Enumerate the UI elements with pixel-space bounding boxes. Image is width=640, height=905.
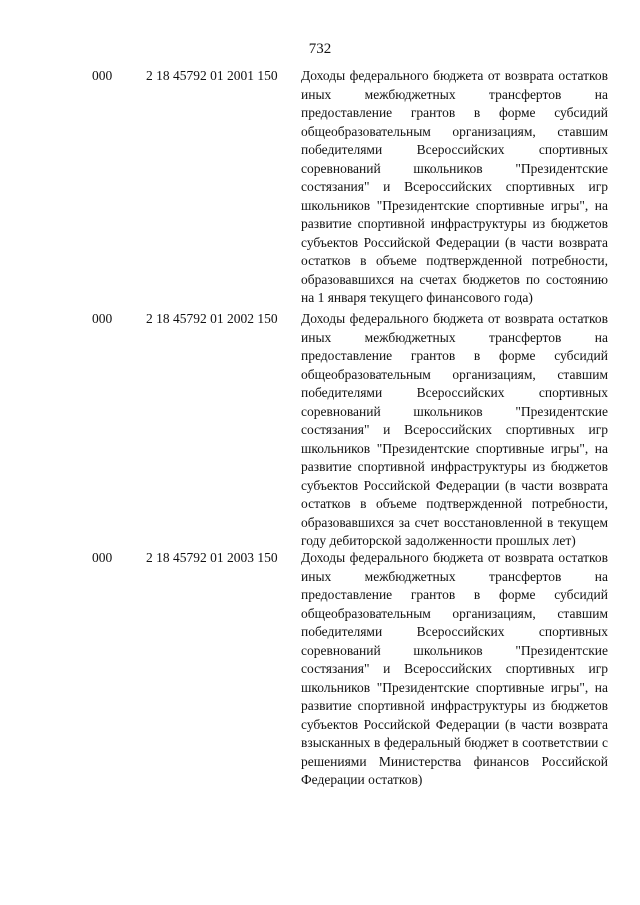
admin-code: 000: [92, 68, 113, 83]
page-number: 732: [308, 41, 332, 57]
budget-classification-code: 2 18 45792 01 2001 150: [146, 68, 278, 83]
entry-description: Доходы федерального бюджета от возврата остатков иных межбюджетных трансфертов на предоставление грантов в форме субсидий общеобразовательным организациям, ставшим победителями Всероссийских спортивных соревнований школьников "Президентские состязания" и Всероссийских спортивных игр школьников "Президентские спортивные игры", на развитие спортивной инфраструктуры из бюджетов субъектов Российской Федерации (в части возврата остатков в объеме подтвержденной потребности, образовавшихся на счетах бюджетов по состоянию на 1 января текущего финансового года): [301, 68, 608, 305]
budget-classification-code: 2 18 45792 01 2003 150: [146, 550, 278, 565]
entry-description: Доходы федерального бюджета от возврата остатков иных межбюджетных трансфертов на предоставление грантов в форме субсидий общеобразовательным организациям, ставшим победителями Всероссийских спортивных соревнований школьников "Президентские состязания" и Всероссийских спортивных игр школьников "Президентские спортивные игры", на развитие спортивной инфраструктуры из бюджетов субъектов Российской Федерации (в части возврата взысканных в федеральный бюджет в соответствии с решениями Министерства финансов Российской Федерации остатков): [301, 550, 608, 787]
entry-description: Доходы федерального бюджета от возврата остатков иных межбюджетных трансфертов на предоставление грантов в форме субсидий общеобразовательным организациям, ставшим победителями Всероссийских спортивных соревнований школьников "Президентские состязания" и Всероссийских спортивных игр школьников "Президентские спортивные игры", на развитие спортивной инфраструктуры из бюджетов субъектов Российской Федерации (в части возврата остатков в объеме подтвержденной потребности, образовавшихся за счет восстановленной в текущем году дебиторской задолженности прошлых лет): [301, 311, 608, 548]
admin-code: 000: [92, 311, 113, 326]
admin-code: 000: [92, 550, 113, 565]
budget-classification-code: 2 18 45792 01 2002 150: [146, 311, 278, 326]
